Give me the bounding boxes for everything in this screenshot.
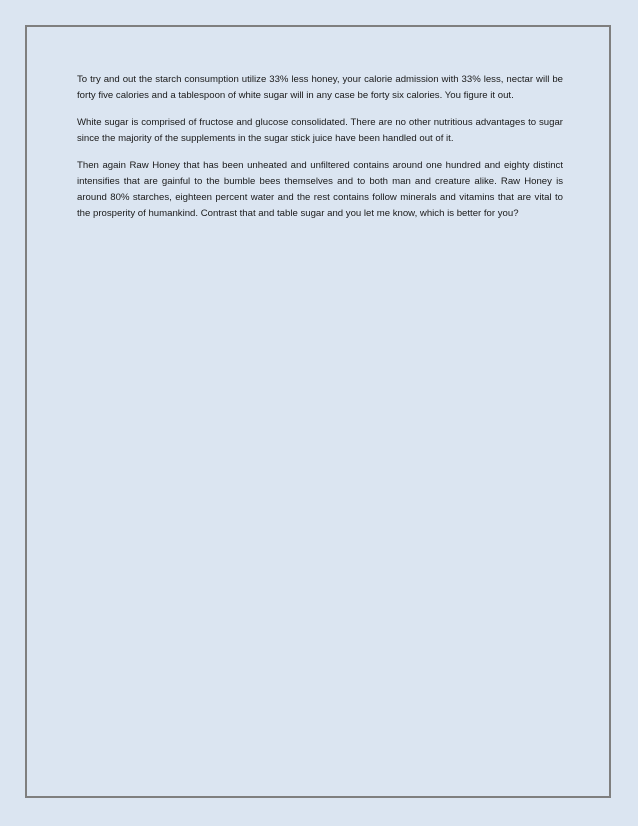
paragraph-white-sugar: White sugar is comprised of fructose and glucose consolidated. There are no other nutritious advantages to sugar since the majority of the supplements in the sugar stick juice have been handled out of it.: [77, 117, 563, 144]
paragraph-calories: To try and out the starch consumption utilize 33% less honey, your calorie admission with 33% less, nectar will be forty five calories and a tablespoon of white sugar will in any case be forty six calories. You figure it out.: [77, 74, 563, 101]
document-body: [77, 72, 563, 233]
paragraph-raw-honey: Then again Raw Honey that has been unheated and unfiltered contains around one hundred and eighty distinct intensifies that are gainful to the bumble bees themselves and to both man and creature alike. Raw Honey is around 80% starches, eighteen percent water and the rest contains follow minerals and vitamins that are vital to the prosperity of humankind. Contrast that and table sugar and you let me know, which is better for you?: [77, 160, 563, 219]
